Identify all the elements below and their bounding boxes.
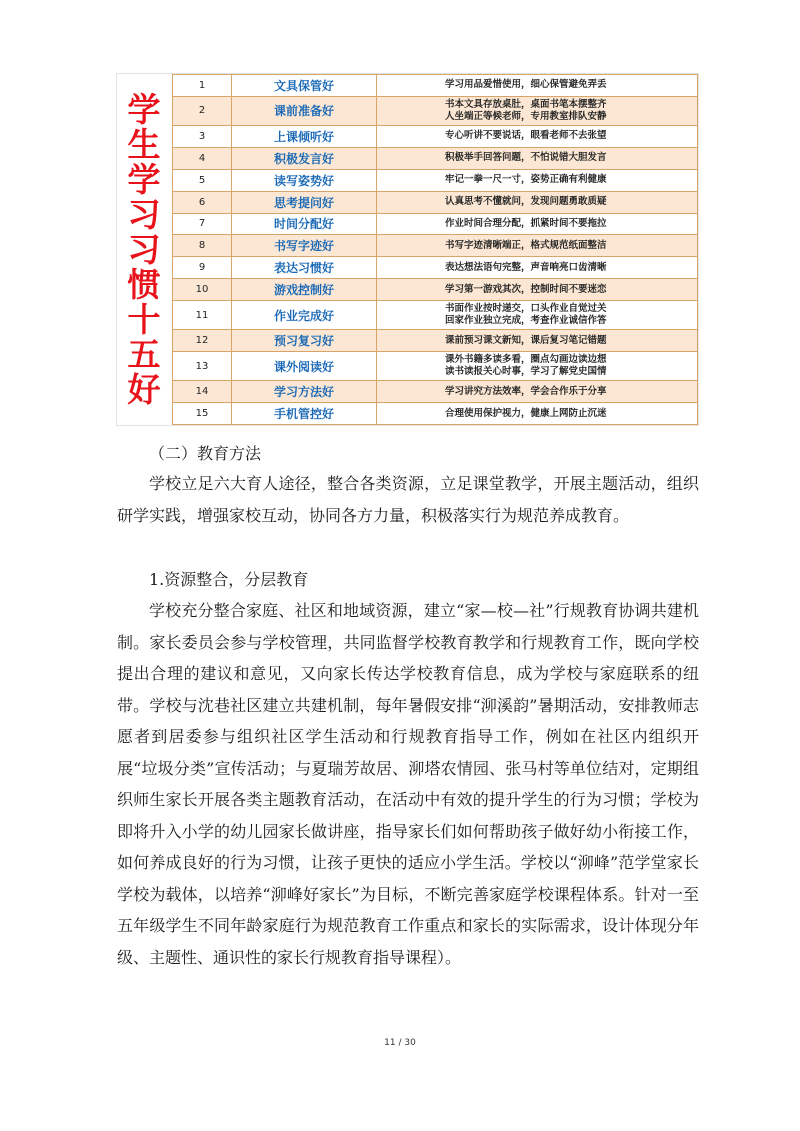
description-line: 课前预习课文新知，课后复习笔记错题 bbox=[445, 334, 607, 346]
subheading: 1.资源整合，分层教育 bbox=[149, 570, 309, 589]
habit-description bbox=[377, 169, 698, 191]
body-paragraph: 学校充分整合家庭、社区和地域资源，建立“家—校—社”行规教育协调共建机制。家长委员会参与学校管理，共同监督学校教育教学和行规教育工作，既向学校提出合理的建议和意见，又向家长传达学校教育信息，成为学校与家庭联系的纽带。学校与沈巷社区建立共建机制，每年暑假安排“泖溪韵”暑期活动，安排教师志愿者到居委参与组织社区学生活动和行规教育指导工作，例如在社区内组织开展“垃圾分类”宣传活动；与夏瑞芳故居、泖塔农情园、张马村等单位结对，定期组织师生家长开展各类主题教育活动，在活动中有效的提升学生的行为习惯；学校为即将升入小学的幼儿园家长做讲座，指导家长们如何帮助孩子做好幼小衔接工作，如何养成良好的行为习惯，让孩子更快的适应小学生活。学校以“泖峰”范学堂家长学校为载体，以培养“泖峰好家长”为目标，不断完善家庭学校课程体系。针对一至五年级学生不同年龄家庭行为规范教育工作重点和家长的实际需求，设计体现分年级、主题性、通识性的家长行规教育指导课程）。 bbox=[117, 601, 699, 967]
row-number: 7 bbox=[173, 213, 232, 235]
habit-description bbox=[377, 330, 698, 352]
habit-name: 时间分配好 bbox=[232, 213, 377, 235]
page-number: 11 / 30 bbox=[384, 1038, 416, 1048]
description-line: 学习讲究方法效率，学会合作乐于分享 bbox=[445, 385, 607, 397]
table-row bbox=[173, 126, 698, 148]
habit-description bbox=[377, 75, 698, 97]
habit-name: 手机管控好 bbox=[232, 403, 377, 425]
description-line: 积极举手回答问题，不怕说错大胆发言 bbox=[445, 152, 607, 164]
description-line: 读书读报关心时事，学习了解党史国情 bbox=[445, 366, 607, 378]
habit-name: 课前准备好 bbox=[232, 96, 377, 125]
description-line: 书面作业按时递交，口头作业自觉过关 bbox=[445, 303, 607, 315]
row-number: 12 bbox=[173, 330, 232, 352]
table-row bbox=[173, 213, 698, 235]
description-line: 书本文具存放桌肚，桌面书笔本摆整齐 bbox=[445, 98, 607, 110]
habit-description bbox=[377, 96, 698, 125]
habit-description bbox=[377, 235, 698, 257]
row-number: 13 bbox=[173, 352, 232, 381]
table-row bbox=[173, 381, 698, 403]
habit-description bbox=[377, 213, 698, 235]
side-title-char: 好 bbox=[127, 370, 161, 409]
habit-name: 书写字迹好 bbox=[232, 235, 377, 257]
row-number: 14 bbox=[173, 381, 232, 403]
description-line: 人坐端正等候老师，专用教室排队安静 bbox=[445, 110, 607, 122]
habit-name: 表达习惯好 bbox=[232, 257, 377, 279]
habit-description bbox=[377, 352, 698, 381]
habit-name: 学习方法好 bbox=[232, 381, 377, 403]
table-row bbox=[173, 257, 698, 279]
habit-name: 思考提问好 bbox=[232, 191, 377, 213]
habits-table bbox=[172, 74, 698, 425]
description-line: 学习第一游戏其次，控制时间不要迷恋 bbox=[445, 283, 607, 295]
side-title-char: 十 bbox=[127, 300, 161, 339]
habit-name: 游戏控制好 bbox=[232, 279, 377, 301]
side-title-char: 五 bbox=[127, 335, 161, 374]
side-title-char: 学 bbox=[127, 160, 161, 199]
habit-name: 预习复习好 bbox=[232, 330, 377, 352]
habit-description bbox=[377, 301, 698, 330]
habit-description bbox=[377, 126, 698, 148]
side-title-char: 学 bbox=[127, 90, 161, 129]
table-row bbox=[173, 147, 698, 169]
description-line: 合理使用保护视力，健康上网防止沉迷 bbox=[445, 407, 607, 419]
table-row bbox=[173, 169, 698, 191]
figure-side-title bbox=[117, 74, 171, 425]
habit-name: 积极发言好 bbox=[232, 147, 377, 169]
intro-paragraph: 学校立足六大育人途径，整合各类资源，立足课堂教学，开展主题活动，组织研学实践，增强家校互动，协同各方力量，积极落实行为规范养成教育。 bbox=[117, 474, 699, 525]
habit-description bbox=[377, 257, 698, 279]
habit-description bbox=[377, 191, 698, 213]
row-number: 5 bbox=[173, 169, 232, 191]
table-row bbox=[173, 75, 698, 97]
row-number: 3 bbox=[173, 126, 232, 148]
row-number: 2 bbox=[173, 96, 232, 125]
side-title-char: 习 bbox=[127, 195, 161, 234]
habit-name: 上课倾听好 bbox=[232, 126, 377, 148]
row-number: 11 bbox=[173, 301, 232, 330]
body-paragraph-block bbox=[117, 595, 699, 973]
table-row bbox=[173, 96, 698, 125]
table-row bbox=[173, 279, 698, 301]
row-number: 10 bbox=[173, 279, 232, 301]
habit-name: 课外阅读好 bbox=[232, 352, 377, 381]
habit-description bbox=[377, 147, 698, 169]
habit-description bbox=[377, 279, 698, 301]
description-line: 书写字迹清晰端正，格式规范纸面整洁 bbox=[445, 239, 607, 251]
row-number: 4 bbox=[173, 147, 232, 169]
row-number: 8 bbox=[173, 235, 232, 257]
description-line: 认真思考不懂就问，发现问题勇敢质疑 bbox=[445, 196, 607, 208]
habit-name: 作业完成好 bbox=[232, 301, 377, 330]
section-heading: （二）教育方法 bbox=[149, 444, 262, 463]
row-number: 15 bbox=[173, 403, 232, 425]
table-row bbox=[173, 330, 698, 352]
description-line: 回家作业独立完成，考查作业诚信作答 bbox=[445, 315, 607, 327]
table-row bbox=[173, 403, 698, 425]
description-line: 专心听讲不要说话，眼看老师不去张望 bbox=[445, 130, 607, 142]
habit-name: 读写姿势好 bbox=[232, 169, 377, 191]
table-row bbox=[173, 191, 698, 213]
row-number: 1 bbox=[173, 75, 232, 97]
description-line: 作业时间合理分配，抓紧时间不要拖拉 bbox=[445, 217, 607, 229]
description-line: 学习用品爱惜使用，细心保管避免弄丢 bbox=[445, 79, 607, 91]
description-line: 牢记一拳一尺一寸，姿势正确有利健康 bbox=[445, 174, 607, 186]
side-title-char: 惯 bbox=[127, 265, 161, 304]
table-row bbox=[173, 352, 698, 381]
description-line: 表达想法语句完整，声音响亮口齿清晰 bbox=[445, 261, 607, 273]
habit-name: 文具保管好 bbox=[232, 75, 377, 97]
table-row bbox=[173, 235, 698, 257]
description-line: 课外书籍多读多看，圈点勾画边读边想 bbox=[445, 354, 607, 366]
row-number: 9 bbox=[173, 257, 232, 279]
side-title-char: 生 bbox=[127, 125, 161, 164]
intro-paragraph-block bbox=[117, 468, 699, 531]
side-title-char: 习 bbox=[127, 230, 161, 269]
table-row bbox=[173, 301, 698, 330]
habit-description bbox=[377, 381, 698, 403]
habit-description bbox=[377, 403, 698, 425]
row-number: 6 bbox=[173, 191, 232, 213]
